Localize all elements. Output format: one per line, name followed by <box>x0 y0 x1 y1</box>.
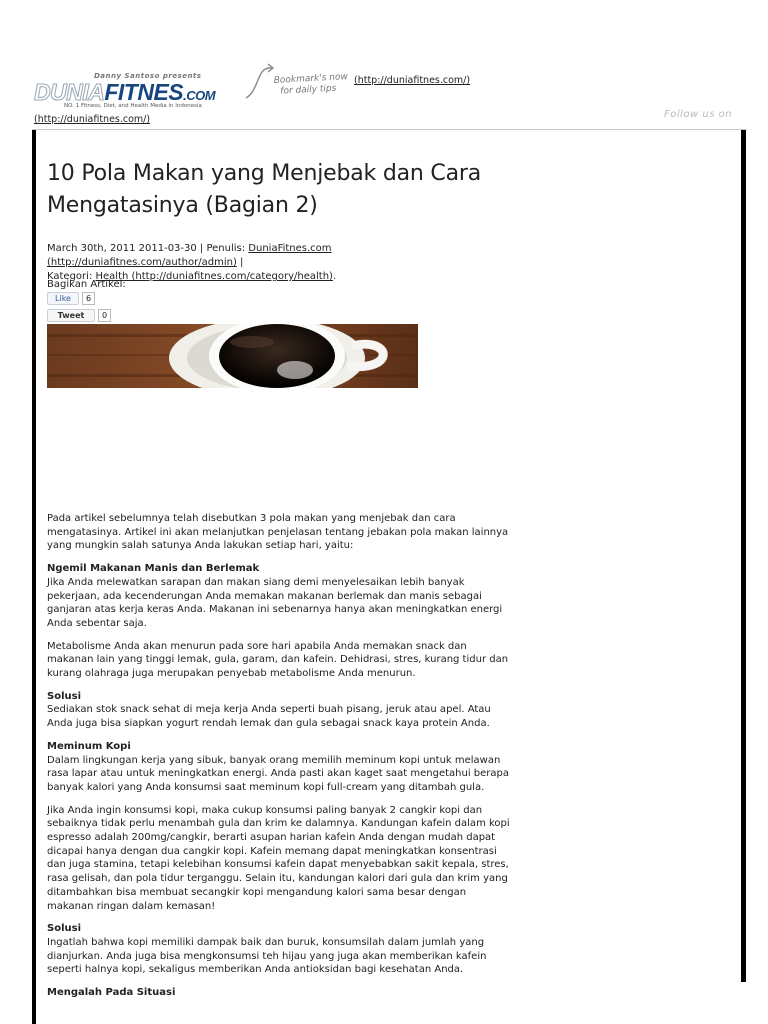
paragraph: Sediakan stok snack sehat di meja kerja Anda seperti buah pisang, jeruk atau apel. Atau Anda juga bisa siapkan yogurt rendah lemak dan gula sebagai snack kaya protein Anda. <box>47 704 491 730</box>
follow-us-label: Follow us on <box>664 109 733 120</box>
article-title: 10 Pola Makan yang Menjebak dan Cara Mengatasinya (Bagian 2) <box>47 161 481 218</box>
bookmark-link[interactable]: (http://duniafitnes.com/) <box>354 75 471 86</box>
meta-separator: | <box>236 257 244 268</box>
bookmark-note-line-2: for daily tips <box>280 83 337 97</box>
article-frame-right <box>741 130 746 982</box>
meta-end: . <box>332 271 337 282</box>
paragraph: Dalam lingkungan kerja yang sibuk, banyak orang memilih meminum kopi untuk melawan rasa lapar atau untuk meningkatkan energi. Anda pasti akan kaget saat mengetahui berapa banyak kalori yang Anda konsumsi saat meminum kopi full-cream yang ditambah gula. <box>47 754 510 793</box>
article-body <box>47 512 513 1009</box>
category-link[interactable]: Health (http://duniafitnes.com/category/health) <box>95 271 333 282</box>
article-header <box>47 158 511 222</box>
section-heading: Solusi <box>47 923 81 935</box>
bookmark-note-line-1: Bookmark's now <box>273 72 349 86</box>
logo-part-dunia: DUNIA <box>34 79 105 105</box>
logo-part-com: .COM <box>183 88 216 103</box>
section-heading: Mengalah Pada Situasi <box>47 987 176 999</box>
site-logo[interactable] <box>34 72 244 112</box>
section-solusi-2 <box>47 922 513 977</box>
author-link[interactable]: DuniaFitnes.com (http://duniafitnes.com/author/admin) <box>47 243 332 268</box>
curved-arrow-icon <box>242 62 278 106</box>
paragraph: Jika Anda melewatkan sarapan dan makan siang demi menyelesaikan lebih banyak pekerjaan, ada kecenderungan Anda memakan makanan berlemak dan manis sebagai ganjaran atas kerja keras Anda. Makanan ini sebenarnya hanya akan meningkatkan energi Anda sebentar saja. <box>47 576 503 629</box>
section-heading: Ngemil Makanan Manis dan Berlemak <box>47 563 260 575</box>
like-widget <box>47 292 95 305</box>
share-label: Bagikan Artikel: <box>47 279 126 290</box>
article-frame-top <box>32 129 747 130</box>
section-solusi-1 <box>47 690 513 731</box>
logo-presents: Danny Santoso presents <box>94 72 202 80</box>
home-link[interactable]: (http://duniafitnes.com/) <box>34 114 151 125</box>
bookmark-note <box>273 72 348 98</box>
tweet-count: 0 <box>98 309 111 322</box>
paragraph: Metabolisme Anda akan menurun pada sore hari apabila Anda memakan snack dan makanan lain yang tinggi lemak, gula, garam, dan kafein. Dehidrasi, stres, kurang tidur dan kurang olahraga juga merupakan penyebab metabolisme Anda menurun. <box>47 640 509 680</box>
tweet-widget <box>47 309 111 322</box>
like-count: 6 <box>82 292 95 305</box>
article-frame-left <box>32 130 36 1024</box>
logo-tagline: NO. 1 Fitness, Diet, and Health Media in Indonesia <box>64 103 202 109</box>
paragraph: Pada artikel sebelumnya telah disebutkan 3 pola makan yang menjebak dan cara mengatasinya. Artikel ini akan melanjutkan penjelasan tentang jebakan pola makan lainnya yang mungkin salah satunya Anda lakukan setiap hari, yaitu: <box>47 513 509 552</box>
paragraph: Jika Anda ingin konsumsi kopi, maka cukup konsumsi paling banyak 2 cangkir kopi dan sebaiknya tidak perlu menambah gula dan krim ke dalamnya. Kandungan kafein dalam kopi espresso adalah 200mg/cangkir, berarti asupan harian kafein Anda dengan mudah dapat dicapai hanya dengan dua cangkir kopi. Kafein memang dapat meningkatkan konsentrasi dan juga stamina, tetapi kelebihan konsumsi kafein dapat menyebabkan sakit kepala, stres, rasa gelisah, dan pola tidur terganggu. Selain itu, kandungan kalori dari gula dan krim yang ditambahkan bisa membuat secangkir kopi mengandung kalori sama besar dengan makanan ringan dalam kemasan! <box>47 804 510 912</box>
meta-category-prefix: Kategori: <box>47 271 96 282</box>
section-heading: Solusi <box>47 690 81 702</box>
article-meta <box>47 242 507 284</box>
logo-part-fitnes: FITNES <box>104 79 184 105</box>
paragraph: Ingatlah bahwa kopi memiliki dampak baik dan buruk, konsumsilah dalam jumlah yang dianjurkan. Anda juga bisa mengkonsumsi teh hijau yang juga akan memberikan kafein seperti halnya kopi, sekaligus memberikan Anda antioksidan bagi kesehatan Anda. <box>47 936 487 976</box>
meta-date: March 30th, 2011 2011-03-30 | Penulis: <box>47 243 249 254</box>
like-button[interactable]: Like <box>47 292 79 305</box>
section-mengalah <box>47 986 513 1000</box>
coffee-cup-image <box>47 324 418 388</box>
section-heading: Meminum Kopi <box>47 740 131 752</box>
tweet-button[interactable]: Tweet <box>47 309 95 322</box>
section-meminum-kopi <box>47 740 513 795</box>
section-ngemil <box>47 562 513 631</box>
